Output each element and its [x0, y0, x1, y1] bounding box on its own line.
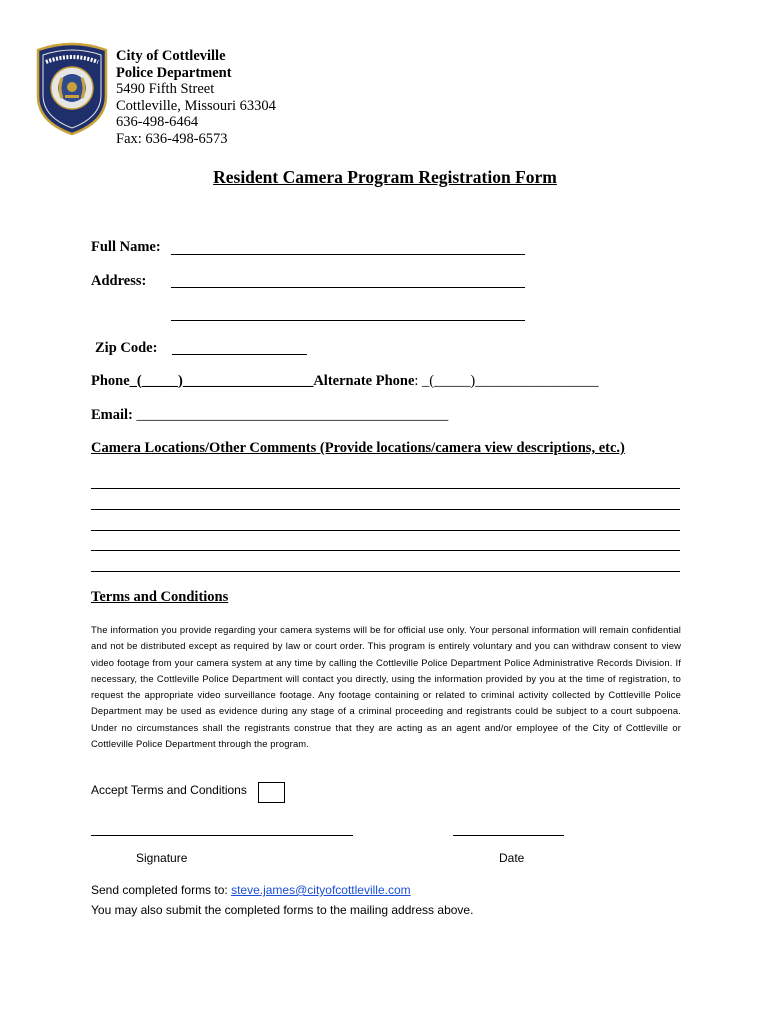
- phone-row[interactable]: [91, 373, 598, 390]
- full-name-label: Full Name:: [91, 239, 161, 255]
- zip-code-field[interactable]: [172, 354, 307, 355]
- mail-instructions: You may also submit the completed forms to the mailing address above.: [91, 903, 474, 917]
- street-address: 5490 Fifth Street: [116, 81, 215, 97]
- phone-label: Phone_(_____)__________________Alternate Phone: [91, 373, 415, 389]
- email-link[interactable]: steve.james@cityofcottleville.com: [231, 883, 411, 897]
- page-title: Resident Camera Program Registration Form: [213, 167, 557, 187]
- alternate-phone-field[interactable]: : _(_____)_________________: [414, 373, 599, 389]
- signature-field[interactable]: [91, 835, 353, 836]
- full-name-field[interactable]: [171, 254, 525, 255]
- address-label: Address:: [91, 273, 147, 289]
- send-instructions: [91, 883, 411, 897]
- comment-line[interactable]: [91, 571, 680, 572]
- department-name: Police Department: [116, 64, 232, 81]
- date-field[interactable]: [453, 835, 564, 836]
- email-row[interactable]: [91, 407, 448, 424]
- comment-line[interactable]: [91, 488, 680, 489]
- comment-line[interactable]: [91, 530, 680, 531]
- comment-line[interactable]: [91, 509, 680, 510]
- police-badge-icon: [32, 40, 112, 136]
- email-field[interactable]: ___________________________________________: [136, 407, 449, 423]
- phone-number: 636-498-6464: [116, 114, 199, 130]
- address-field-line-1[interactable]: [171, 287, 525, 288]
- address-field-line-2[interactable]: [171, 320, 525, 321]
- email-label: Email:: [91, 407, 133, 423]
- fax-number: Fax: 636-498-6573: [116, 130, 228, 147]
- accept-terms-checkbox[interactable]: [258, 782, 285, 803]
- zip-code-label: Zip Code:: [95, 340, 158, 356]
- org-name: City of Cottleville: [116, 48, 226, 64]
- city-state-zip: Cottleville, Missouri 63304: [116, 97, 276, 114]
- terms-body: The information you provide regarding your camera systems will be for official use only. Your personal information will remain confidential and not be distributed except as required by law or court order. This program is entirely voluntary and you can withdraw consent to view video footage from your camera system at any time by calling the Cottleville Police Department Police Administrative Records Division. If necessary, the Cottleville Police Department will contact you directly, using the information provided by you at the time of registration, to request the appropriate video surveillance footage. Any footage containing or related to criminal activity collected by Cottleville Police Department may be used as evidence during any stage of a criminal proceeding and registrants could be subject to a court subpoena. Under no circumstances shall the registrants construe that they are acting as an agent and/or employee of the City of Cottleville or Cottleville Police Department through the program.: [91, 624, 681, 750]
- date-label: Date: [499, 851, 525, 865]
- accept-terms-label: Accept Terms and Conditions: [91, 783, 247, 797]
- letterhead: [116, 48, 276, 147]
- signature-label: Signature: [136, 851, 188, 865]
- terms-heading: Terms and Conditions: [91, 589, 229, 605]
- comment-line[interactable]: [91, 550, 680, 551]
- send-text: Send completed forms to:: [91, 883, 232, 897]
- camera-locations-heading: Camera Locations/Other Comments (Provide locations/camera view descriptions, etc.): [91, 440, 625, 456]
